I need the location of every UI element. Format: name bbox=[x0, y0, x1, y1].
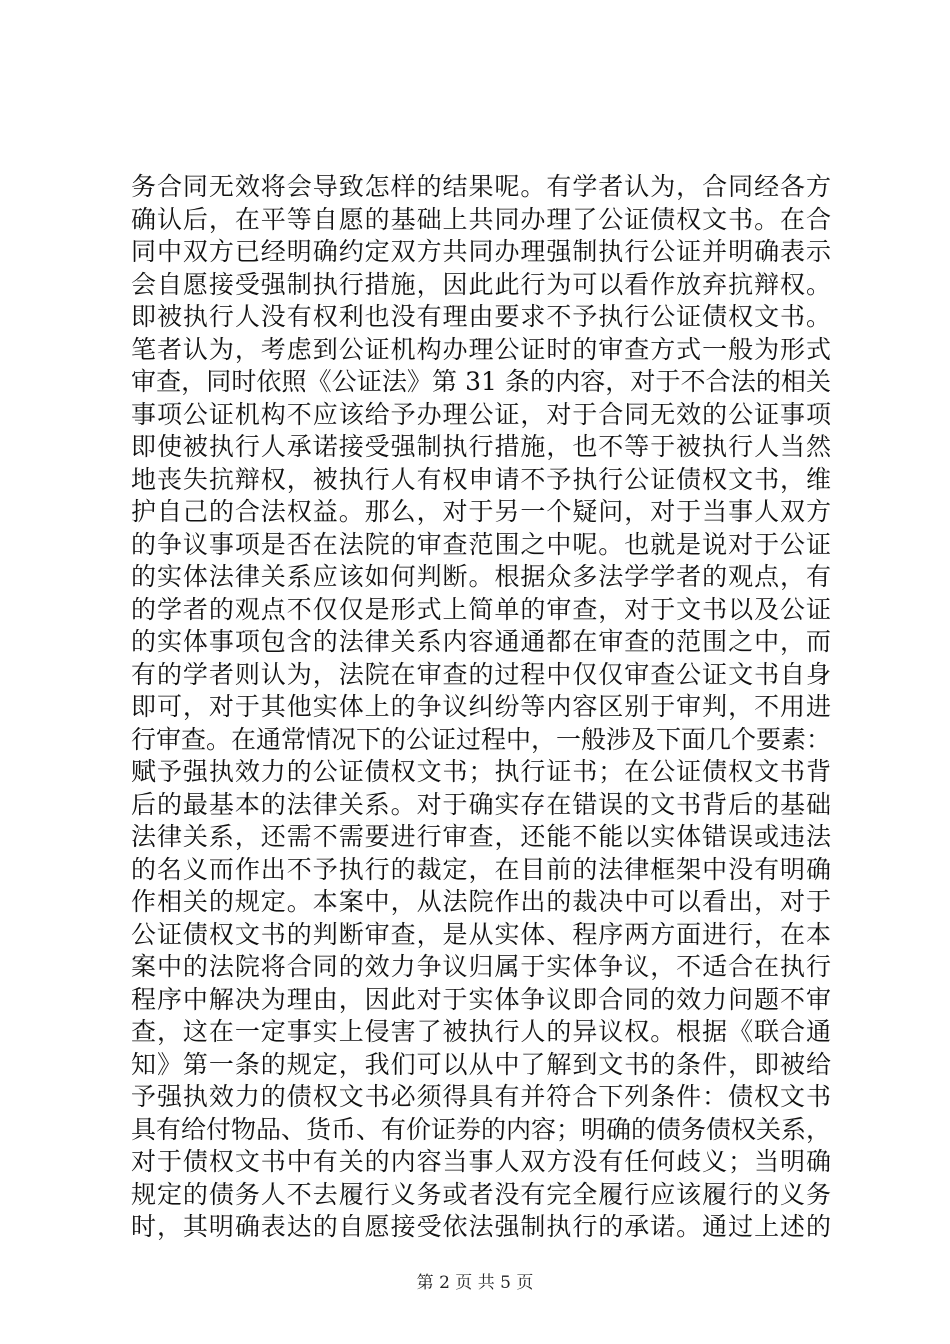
text-line: 行审查。在通常情况下的公证过程中，一般涉及下面几个要素： bbox=[131, 724, 832, 754]
text-line: 的争议事项是否在法院的审查范围之中呢。也就是说对于公证 bbox=[131, 529, 831, 559]
text-line: 赋予强执效力的公证债权文书；执行证书；在公证债权文书背 bbox=[131, 757, 831, 786]
text-line: 的名义而作出不予执行的裁定，在目前的法律框架中没有明确 bbox=[131, 854, 831, 884]
text-line: 程序中解决为理由，因此对于实体争议即合同的效力问题不审 bbox=[131, 984, 831, 1014]
text-line: 查，这在一定事实上侵害了被执行人的异议权。根据《联合通 bbox=[131, 1017, 831, 1046]
text-line: 有的学者则认为，法院在审查的过程中仅仅审查公证文书自身 bbox=[131, 659, 831, 689]
text-line: 事项公证机构不应该给予办理公证，对于合同无效的公证事项 bbox=[131, 399, 831, 429]
text-line: 案中的法院将合同的效力争议归属于实体争议，不适合在执行 bbox=[131, 952, 831, 981]
body-paragraph bbox=[131, 171, 831, 1244]
text-line: 对于债权文书中有关的内容当事人双方没有任何歧义；当明确 bbox=[131, 1147, 831, 1176]
text-line: 即使被执行人承诺接受强制执行措施，也不等于被执行人当然 bbox=[131, 432, 831, 461]
text-line: 即被执行人没有权利也没有理由要求不予执行公证债权文书。 bbox=[131, 302, 831, 331]
text-line: 确认后，在平等自愿的基础上共同办理了公证债权文书。在合 bbox=[131, 204, 831, 234]
text-line: 地丧失抗辩权，被执行人有权申请不予执行公证债权文书，维 bbox=[131, 464, 831, 494]
text-line: 后的最基本的法律关系。对于确实存在错误的文书背后的基础 bbox=[131, 789, 831, 819]
text-line: 的实体事项包含的法律关系内容通通都在审查的范围之中，而 bbox=[131, 627, 831, 656]
text-line: 护自己的合法权益。那么，对于另一个疑问，对于当事人双方 bbox=[131, 497, 831, 526]
text-line: 务合同无效将会导致怎样的结果呢。有学者认为，合同经各方 bbox=[131, 172, 831, 201]
text-line: 予强执效力的债权文书必须得具有并符合下列条件：债权文书 bbox=[131, 1082, 831, 1111]
text-line: 会自愿接受强制执行措施，因此此行为可以看作放弃抗辩权。 bbox=[131, 269, 831, 299]
text-line: 公证债权文书的判断审查，是从实体、程序两方面进行，在本 bbox=[131, 919, 831, 949]
text-line: 审查，同时依照《公证法》第 31 条的内容，对于不合法的相关 bbox=[131, 367, 831, 396]
text-line: 具有给付物品、货币、有价证券的内容；明确的债务债权关系， bbox=[131, 1114, 832, 1144]
text-line: 法律关系，还需不需要进行审查，还能不能以实体错误或违法 bbox=[131, 822, 831, 851]
text-line: 知》第一条的规定，我们可以从中了解到文书的条件，即被给 bbox=[131, 1049, 831, 1079]
text-line: 作相关的规定。本案中，从法院作出的裁决中可以看出，对于 bbox=[131, 887, 831, 916]
text-line: 的学者的观点不仅仅是形式上简单的审查，对于文书以及公证 bbox=[131, 594, 831, 624]
text-line: 的实体法律关系应该如何判断。根据众多法学学者的观点，有 bbox=[131, 562, 831, 591]
text-line: 笔者认为，考虑到公证机构办理公证时的审查方式一般为形式 bbox=[131, 334, 831, 364]
page-footer: 第 2 页 共 5 页 bbox=[416, 1273, 534, 1293]
text-line: 即可，对于其他实体上的争议纠纷等内容区别于审判，不用进 bbox=[131, 692, 831, 721]
text-line: 同中双方已经明确约定双方共同办理强制执行公证并明确表示 bbox=[131, 237, 831, 266]
text-line: 规定的债务人不去履行义务或者没有完全履行应该履行的义务 bbox=[131, 1179, 831, 1209]
text-line: 时，其明确表达的自愿接受依法强制执行的承诺。通过上述的 bbox=[131, 1212, 831, 1241]
